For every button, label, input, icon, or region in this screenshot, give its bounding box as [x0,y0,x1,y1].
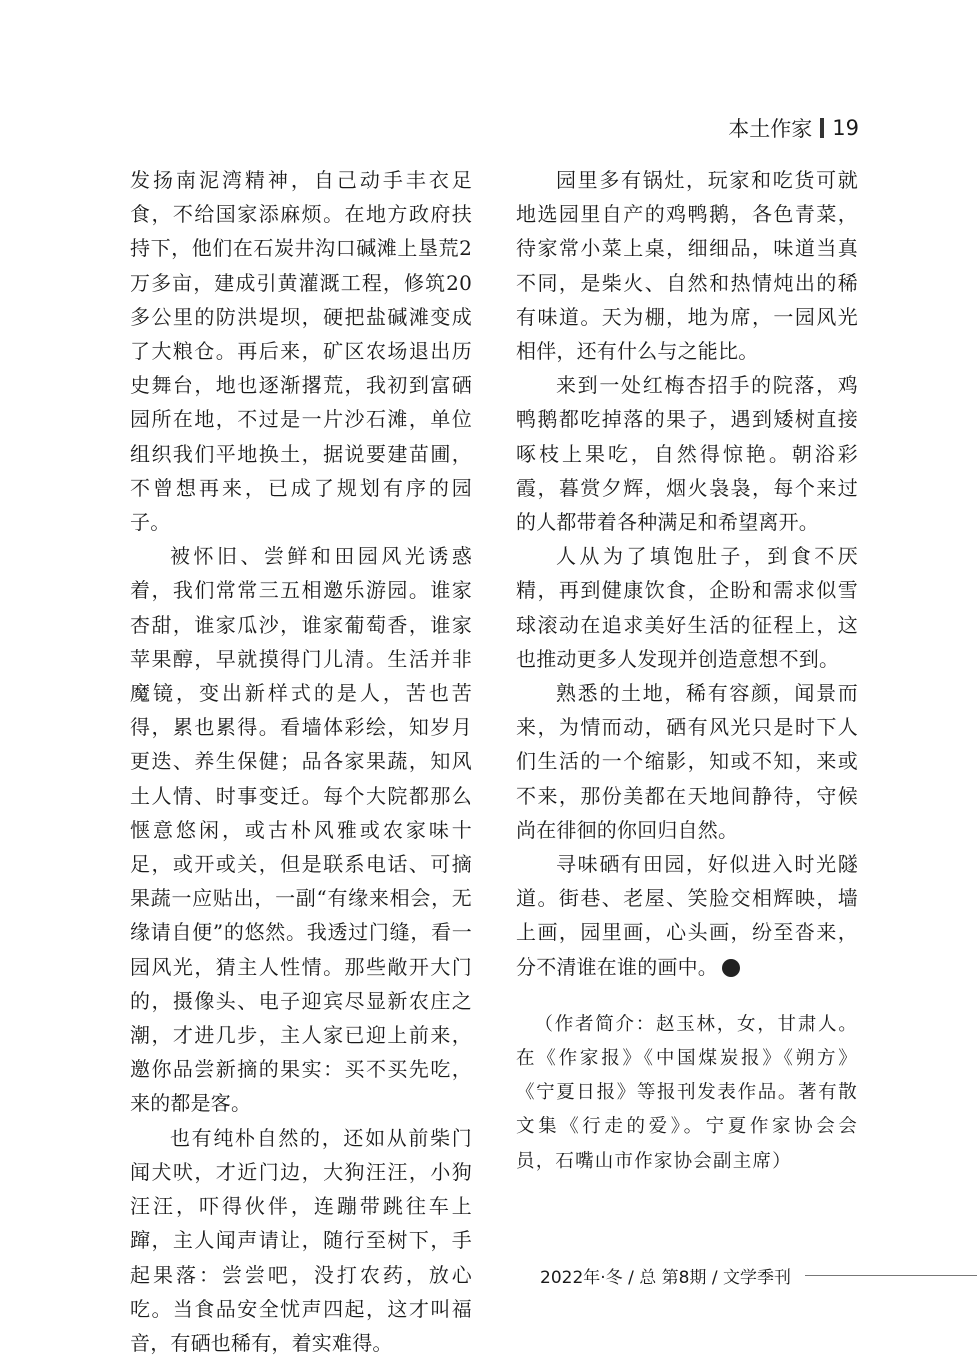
last-paragraph-text: 寻味硒有田园，好似进入时光隧道。街巷、老屋、笑脸交相辉映，墙上画，园里画，心头画，纷至沓来，分不清谁在谁的画中。 [516,852,858,979]
issue-info: 2022年·冬 / 总 第8期 / 文学季刊 [540,1268,791,1288]
footer-rule [805,1275,977,1276]
running-header [728,113,859,143]
header-divider [820,118,824,138]
paragraph: 熟悉的土地，稀有容颜，闻景而来，为情而动，硒有风光只是时下人们生活的一个缩影，知或不知，来或不来，那份美都在天地间静待，守候尚在徘徊的你回归自然。 [516,681,858,842]
paragraph: 发扬南泥湾精神，自己动手丰衣足食，不给国家添麻烦。在地方政府扶持下，他们在石炭井沟口碱滩上垦荒2万多亩，建成引黄灌溉工程，修筑20多公里的防洪堤坝，硬把盐碱滩变成了大粮仓。再后来，矿区农场退出历史舞台，地也逐渐撂荒，我初到富硒园所在地，不过是一片沙石滩，单位组织我们平地换土，据说要建苗圃，不曾想再来，已成了规划有序的园子。 [130,168,472,535]
section-title: 本土作家 [728,117,813,141]
paragraph: 园里多有锅灶，玩家和吃货可就地选园里自产的鸡鸭鹅，各色青菜，待家常小菜上桌，细细品，味道当真不同，是柴火、自然和热情炖出的稀有味道。天为棚，地为席，一园风光相伴，还有什么与之能比。 [516,168,858,364]
paragraph: 来到一处红梅杏招手的院落，鸡鸭鹅都吃掉落的果子，遇到矮树直接啄枝上果吃，自然得惊艳。朝浴彩霞，暮赏夕辉，烟火袅袅，每个来过的人都带着各种满足和希望离开。 [516,373,858,535]
paragraph: 被怀旧、尝鲜和田园风光诱惑着，我们常常三五相邀乐游园。谁家杏甜，谁家瓜沙，谁家葡萄香，谁家苹果醇，早就摸得门儿清。生活并非魔镜，变出新样式的是人，苦也苦得，累也累得。看墙体彩绘，知岁月更迭、养生保健；品各家果蔬，知风土人情、时事变迁。每个大院都那么惬意悠闲，或古朴风雅或农家味十足，或开或关，但是联系电话、可摘果蔬一应贴出，一副“有缘来相会，无缘请自便”的悠然。我透过门缝，看一园风光，猜主人性情。那些敞开大门的，摄像头、电子迎宾尽显新农庄之潮，才进几步，主人家已迎上前来，邀你品尝新摘的果实：买不买先吃，来的都是客。 [130,544,472,1116]
paragraph-last [516,847,858,984]
paragraph: 人从为了填饱肚子，到食不厌精，再到健康饮食，企盼和需求似雪球滚动在追求美好生活的征程上，这也推动更多人发现并创造意想不到。 [516,544,858,671]
right-column [516,163,858,1179]
author-bio: （作者简介：赵玉林，女，甘肃人。在《作家报》《中国煤炭报》《朔方》《宁夏日报》等报刊发表作品。著有散文集《行走的爱》。宁夏作家协会会员，石嘴山市作家协会副主席） [516,1013,858,1172]
end-mark-icon [722,959,740,977]
left-column [130,163,472,1360]
paragraph: 也有纯朴自然的，还如从前柴门闻犬吠，才近门边，大狗汪汪，小狗汪汪，吓得伙伴，连蹦带跳往车上蹿，主人闻声请让，随行至树下，手起果落：尝尝吧，没打农药，放心吃。当食品安全忧声四起，这才叫福音，有硒也稀有，着实难得。 [130,1125,472,1355]
page-number: 19 [832,116,859,140]
page-footer [540,1263,977,1288]
